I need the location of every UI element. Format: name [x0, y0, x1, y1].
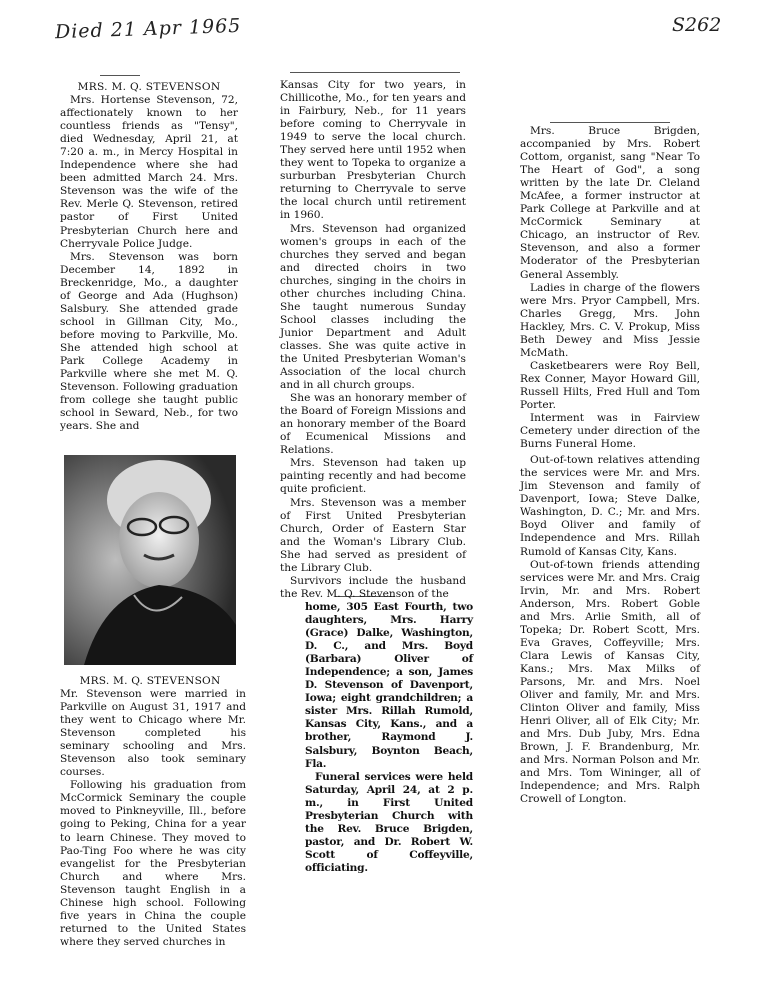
column-3 — [520, 125, 700, 806]
column-2-bottom — [305, 601, 473, 875]
paragraph: Ladies in charge of the flowers were Mrs. Pryor Campbell, Mrs. Charles Gregg, Mrs. John Hackley, Mrs. C. V. Prokup, Miss Beth Dewey and Miss Jessie McMath. — [520, 281, 700, 359]
paragraph: Out-of-town friends attending services were Mr. and Mrs. Craig Irvin, Mr. and Mrs. Robert Anderson, Mrs. Robert Goble and Mrs. Arlie Smith, all of Topeka; Dr. Robert Scott, Mrs. Eva Graves, Coffeyville; Mrs. Clara Lewis of Kansas City, Kans.; Mrs. Max Milks of Parsons, Mr. and Mrs. Noel Oliver and family, Mr. and Mrs. Clinton Oliver and family, Miss Henri Oliver, all of Elk City; Mr. and Mrs. Dub Juby, Mrs. Edna Brown, J. F. Brandenburg, Mr. and Mrs. Norman Polson and Mr. and Mrs. Tom Wininger, all of Independence; and Mrs. Ralph Crowell of Longton. — [520, 558, 700, 806]
handwritten-reference-note: S262 — [672, 14, 722, 36]
paragraph: Mrs. Hortense Stevenson, 72, affectionately known to her countless friends as "Tensy", died Wednesday, April 21, at 7:20 a. m., in Mercy Hospital in Independence where she had been admitted March 24. Mrs. Stevenson was the wife of the Rev. Merle Q. Stevenson, retired pastor of First United Presbyterian Church here and Cherryvale Police Judge. — [60, 94, 238, 250]
paragraph: Casketbearers were Roy Bell, Rex Conner, Mayor Howard Gill, Russell Hilts, Fred Hull and Tom Porter. — [520, 359, 700, 411]
portrait-illustration — [64, 455, 236, 665]
paragraph: Mrs. Stevenson was born December 14, 1892 in Breckenridge, Mo., a daughter of George and Ada (Hughson) Salsbury. She attended grade school in Gillman City, Mo., before moving to Parkville, Mo. She attended high school at Park College Academy in Parkville where she met M. Q. Stevenson. Following graduation from college she taught public school in Seward, Neb., for two years. She and — [60, 250, 238, 433]
portrait-photo — [64, 455, 236, 665]
clipping-edge-rule — [550, 122, 670, 123]
handwritten-date-note: Died 21 Apr 1965 — [54, 14, 242, 44]
column-1-bottom — [60, 688, 246, 949]
clipping-edge-rule — [290, 72, 460, 73]
paragraph: Mr. Stevenson were married in Parkville on August 31, 1917 and they went to Chicago where Mr. Stevenson completed his seminary schooling and Mrs. Stevenson also took seminary courses. — [60, 688, 246, 779]
paragraph: Interment was in Fairview Cemetery under direction of the Burns Funeral Home. — [520, 412, 700, 451]
paragraph: Kansas City for two years, in Chillicothe, Mo., for ten years and in Fairbury, Neb., for 11 years before coming to Cherryvale in 1949 to serve the local church. They served here until 1952 when they went to Topeka to organize a surburban Presbyterian Church returning to Cherryvale to serve the local church until retirement in 1960. — [280, 79, 466, 222]
paragraph: Mrs. Stevenson had taken up painting recently and had become quite proficient. — [280, 457, 466, 496]
paragraph: Following his graduation from McCormick Seminary the couple moved to Pinkneyville, Ill., before going to Peking, China for a year to learn Chinese. They moved to Pao-Ting Foo where he was city evangelist for the Presbyterian Church and where Mrs. Stevenson taught English in a Chinese high school. Following five years in China the couple returned to the United States where they served churches in — [60, 779, 246, 948]
clipping-edge-rule — [100, 75, 140, 76]
photo-caption: MRS. M. Q. STEVENSON — [79, 675, 221, 687]
headline: MRS. M. Q. STEVENSON — [77, 81, 221, 93]
column-1-top — [60, 81, 238, 433]
paragraph: She was an honorary member of the Board of Foreign Missions and an honorary member of the Board of Ecumenical Missions and Relations. — [280, 392, 466, 457]
paragraph: Mrs. Stevenson had organized women's groups in each of the churches they served and began and directed choirs in two churches, singing in the choirs in other churches including China. She taught numerous Sunday School classes including the Junior Department and Adult classes. She was quite active in the United Presbyterian Woman's Association of the local church and in all church groups. — [280, 222, 466, 392]
paragraph: home, 305 East Fourth, two daughters, Mrs. Harry (Grace) Dalke, Washington, D. C., and Mrs. Boyd (Barbara) Oliver of Independence; a son, James D. Stevenson of Davenport, Iowa; eight grandchildren; a sister Mrs. Rillah Rumold, Kansas City, Kans., and a brother, Raymond J. Salsbury, Boynton Beach, Fla. — [305, 601, 473, 770]
paragraph: Out-of-town relatives attending the services were Mr. and Mrs. Jim Stevenson and family of Davenport, Iowa; Steve Dalke, Washington, D. C.; Mr. and Mrs. Boyd Oliver and family of Independence and Mrs. Rillah Rumold of Kansas City, Kans. — [520, 454, 700, 558]
paragraph: Survivors include the husband the Rev. M. Q. Stevenson of the — [280, 574, 466, 600]
paragraph: Mrs. Stevenson was a member of First United Presbyterian Church, Order of Eastern Star and the Woman's Library Club. She had served as president of the Library Club. — [280, 496, 466, 574]
column-2-top — [280, 79, 466, 601]
paragraph: Mrs. Bruce Brigden, accompanied by Mrs. Robert Cottom, organist, sang "Near To The Heart of God", a song written by the late Dr. Cleland McAfee, a former instructor at Park College at Parkville and at McCormick Seminary at Chicago, an instructor of Rev. Stevenson, and also a former Moderator of the Presbyterian General Assembly. — [520, 125, 700, 281]
paragraph: Funeral services were held Saturday, April 24, at 2 p. m., in First United Presbyterian Church with the Rev. Bruce Brigden, pastor, and Dr. Robert W. Scott of Coffeyville, officiating. — [305, 770, 473, 874]
